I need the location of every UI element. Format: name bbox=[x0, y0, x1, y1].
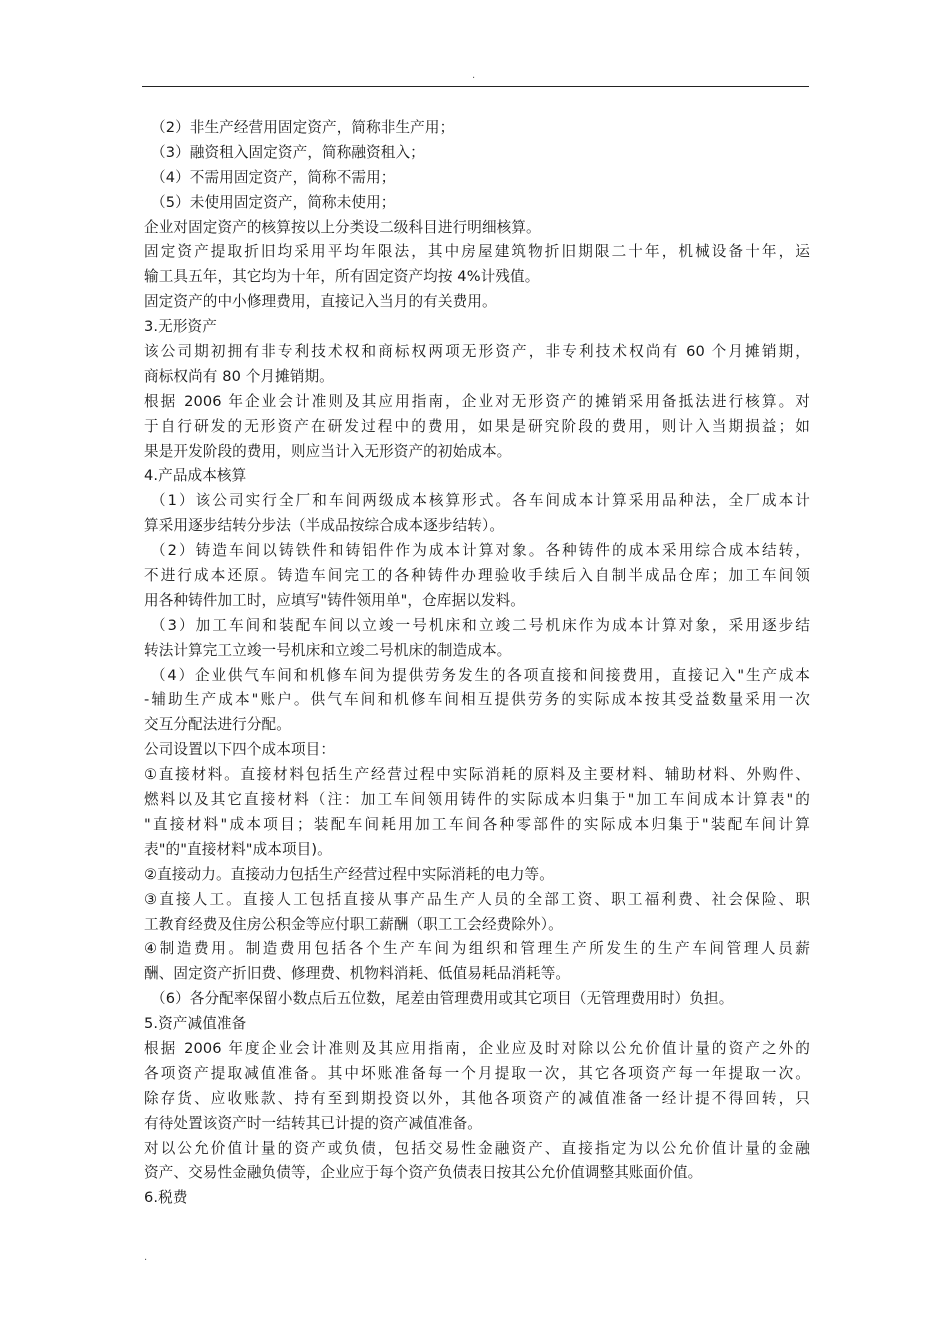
footer-mark: . bbox=[144, 1252, 148, 1263]
text-line: 用各种铸件加工时，应填写"铸件领用单"，仓库据以发料。 bbox=[144, 591, 525, 609]
header-mark: . bbox=[472, 70, 476, 81]
text-line: 除存货、应收账款、持有至到期投资以外，其他各项资产的减值准备一经计提不得回转，只 bbox=[144, 1089, 810, 1107]
text-line: -辅助生产成本"账户。供气车间和机修车间相互提供劳务的实际成本按其受益数量采用一次 bbox=[144, 691, 810, 709]
text-line: （2）铸造车间以铸铁件和铸铝件作为成本计算对象。各种铸件的成本采用综合成本结转， bbox=[151, 542, 810, 560]
text-line: （3）融资租入固定资产，简称融资租入； bbox=[151, 143, 425, 161]
text-line: 根据 2006 年企业会计准则及其应用指南，企业对无形资产的摊销采用备抵法进行核算。对 bbox=[144, 392, 810, 410]
text-line: 资产、交易性金融负债等，企业应于每个资产负债表日按其公允价值调整其账面价值。 bbox=[144, 1164, 703, 1182]
text-line: 商标权尚有 80 个月摊销期。 bbox=[144, 367, 334, 385]
text-line: 表"的"直接材料"成本项目)。 bbox=[144, 840, 332, 858]
text-line: ②直接动力。直接动力包括生产经营过程中实际消耗的电力等。 bbox=[144, 865, 554, 883]
section-heading: 3.无形资产 bbox=[144, 318, 217, 336]
section-heading: 6.税费 bbox=[144, 1189, 188, 1207]
text-line: 企业对固定资产的核算按以上分类设二级科目进行明细核算。 bbox=[144, 218, 541, 236]
text-line: 工教育经费及住房公积金等应付职工薪酬（职工工会经费除外）。 bbox=[144, 915, 563, 933]
text-line: （3）加工车间和装配车间以立竣一号机床和立竣二号机床作为成本计算对象，采用逐步结 bbox=[151, 616, 810, 634]
text-line: 输工具五年，其它均为十年，所有固定资产均按 4%计残值。 bbox=[144, 268, 540, 286]
text-line: 根据 2006 年度企业会计准则及其应用指南，企业应及时对除以公允价值计量的资产之外的 bbox=[144, 1039, 810, 1057]
text-line: ①直接材料。直接材料包括生产经营过程中实际消耗的原料及主要材料、辅助材料、外购件、 bbox=[144, 766, 810, 784]
header-rule bbox=[142, 86, 809, 87]
text-line: 交互分配法进行分配。 bbox=[144, 716, 291, 734]
text-line: 各项资产提取减值准备。其中坏账准备每一个月提取一次，其它各项资产每一年提取一次。 bbox=[144, 1064, 810, 1082]
text-line: 有待处置该资产时一结转其已计提的资产减值准备。 bbox=[144, 1114, 482, 1132]
text-line: 燃料以及其它直接材料（注：加工车间领用铸件的实际成本归集于"加工车间成本计算表"的 bbox=[144, 791, 810, 809]
text-line: ③直接人工。直接人工包括直接从事产品生产人员的全部工资、职工福利费、社会保险、职 bbox=[144, 890, 810, 908]
text-line: 不进行成本还原。铸造车间完工的各种铸件办理验收手续后入自制半成品仓库；加工车间领 bbox=[144, 567, 810, 585]
text-line: 该公司期初拥有非专利技术权和商标权两项无形资产，非专利技术权尚有 60 个月摊销期， bbox=[144, 343, 810, 361]
text-line: 固定资产提取折旧均采用平均年限法，其中房屋建筑物折旧期限二十年，机械设备十年，运 bbox=[144, 243, 810, 261]
text-line: （4）企业供气车间和机修车间为提供劳务发生的各项直接和间接费用，直接记入"生产成本 bbox=[151, 666, 810, 684]
document-body bbox=[144, 116, 810, 1211]
text-line: 固定资产的中小修理费用，直接记入当月的有关费用。 bbox=[144, 293, 497, 311]
text-line: 果是开发阶段的费用，则应当计入无形资产的初始成本。 bbox=[144, 442, 512, 460]
section-heading: 5.资产减值准备 bbox=[144, 1015, 247, 1033]
text-line: 酬、固定资产折旧费、修理费、机物料消耗、低值易耗品消耗等。 bbox=[144, 965, 571, 983]
text-line: 算采用逐步结转分步法（半成品按综合成本逐步结转）。 bbox=[144, 517, 505, 535]
text-line: （2）非生产经营用固定资产，简称非生产用； bbox=[151, 119, 455, 136]
text-line: （4）不需用固定资产，简称不需用； bbox=[151, 168, 396, 186]
text-line: ④制造费用。制造费用包括各个生产车间为组织和管理生产所发生的生产车间管理人员薪 bbox=[144, 940, 810, 958]
text-line: （5）未使用固定资产，简称未使用； bbox=[151, 193, 396, 211]
text-line: （6）各分配率保留小数点后五位数，尾差由管理费用或其它项目（无管理费用时）负担。 bbox=[151, 990, 734, 1008]
text-line: 对以公允价值计量的资产或负债，包括交易性金融资产、直接指定为以公允价值计量的金融 bbox=[144, 1139, 810, 1157]
text-line: （1）该公司实行全厂和车间两级成本核算形式。各车间成本计算采用品种法，全厂成本计 bbox=[151, 492, 810, 510]
section-heading: 4.产品成本核算 bbox=[144, 467, 247, 485]
text-line: 转法计算完工立竣一号机床和立竣二号机床的制造成本。 bbox=[144, 641, 512, 659]
text-line: "直接材料"成本项目；装配车间耗用加工车间各种零部件的实际成本归集于"装配车间计算 bbox=[144, 815, 810, 833]
text-line: 公司设置以下四个成本项目： bbox=[144, 741, 336, 759]
text-line: 于自行研发的无形资产在研发过程中的费用，如果是研究阶段的费用，则计入当期损益；如 bbox=[144, 417, 810, 435]
